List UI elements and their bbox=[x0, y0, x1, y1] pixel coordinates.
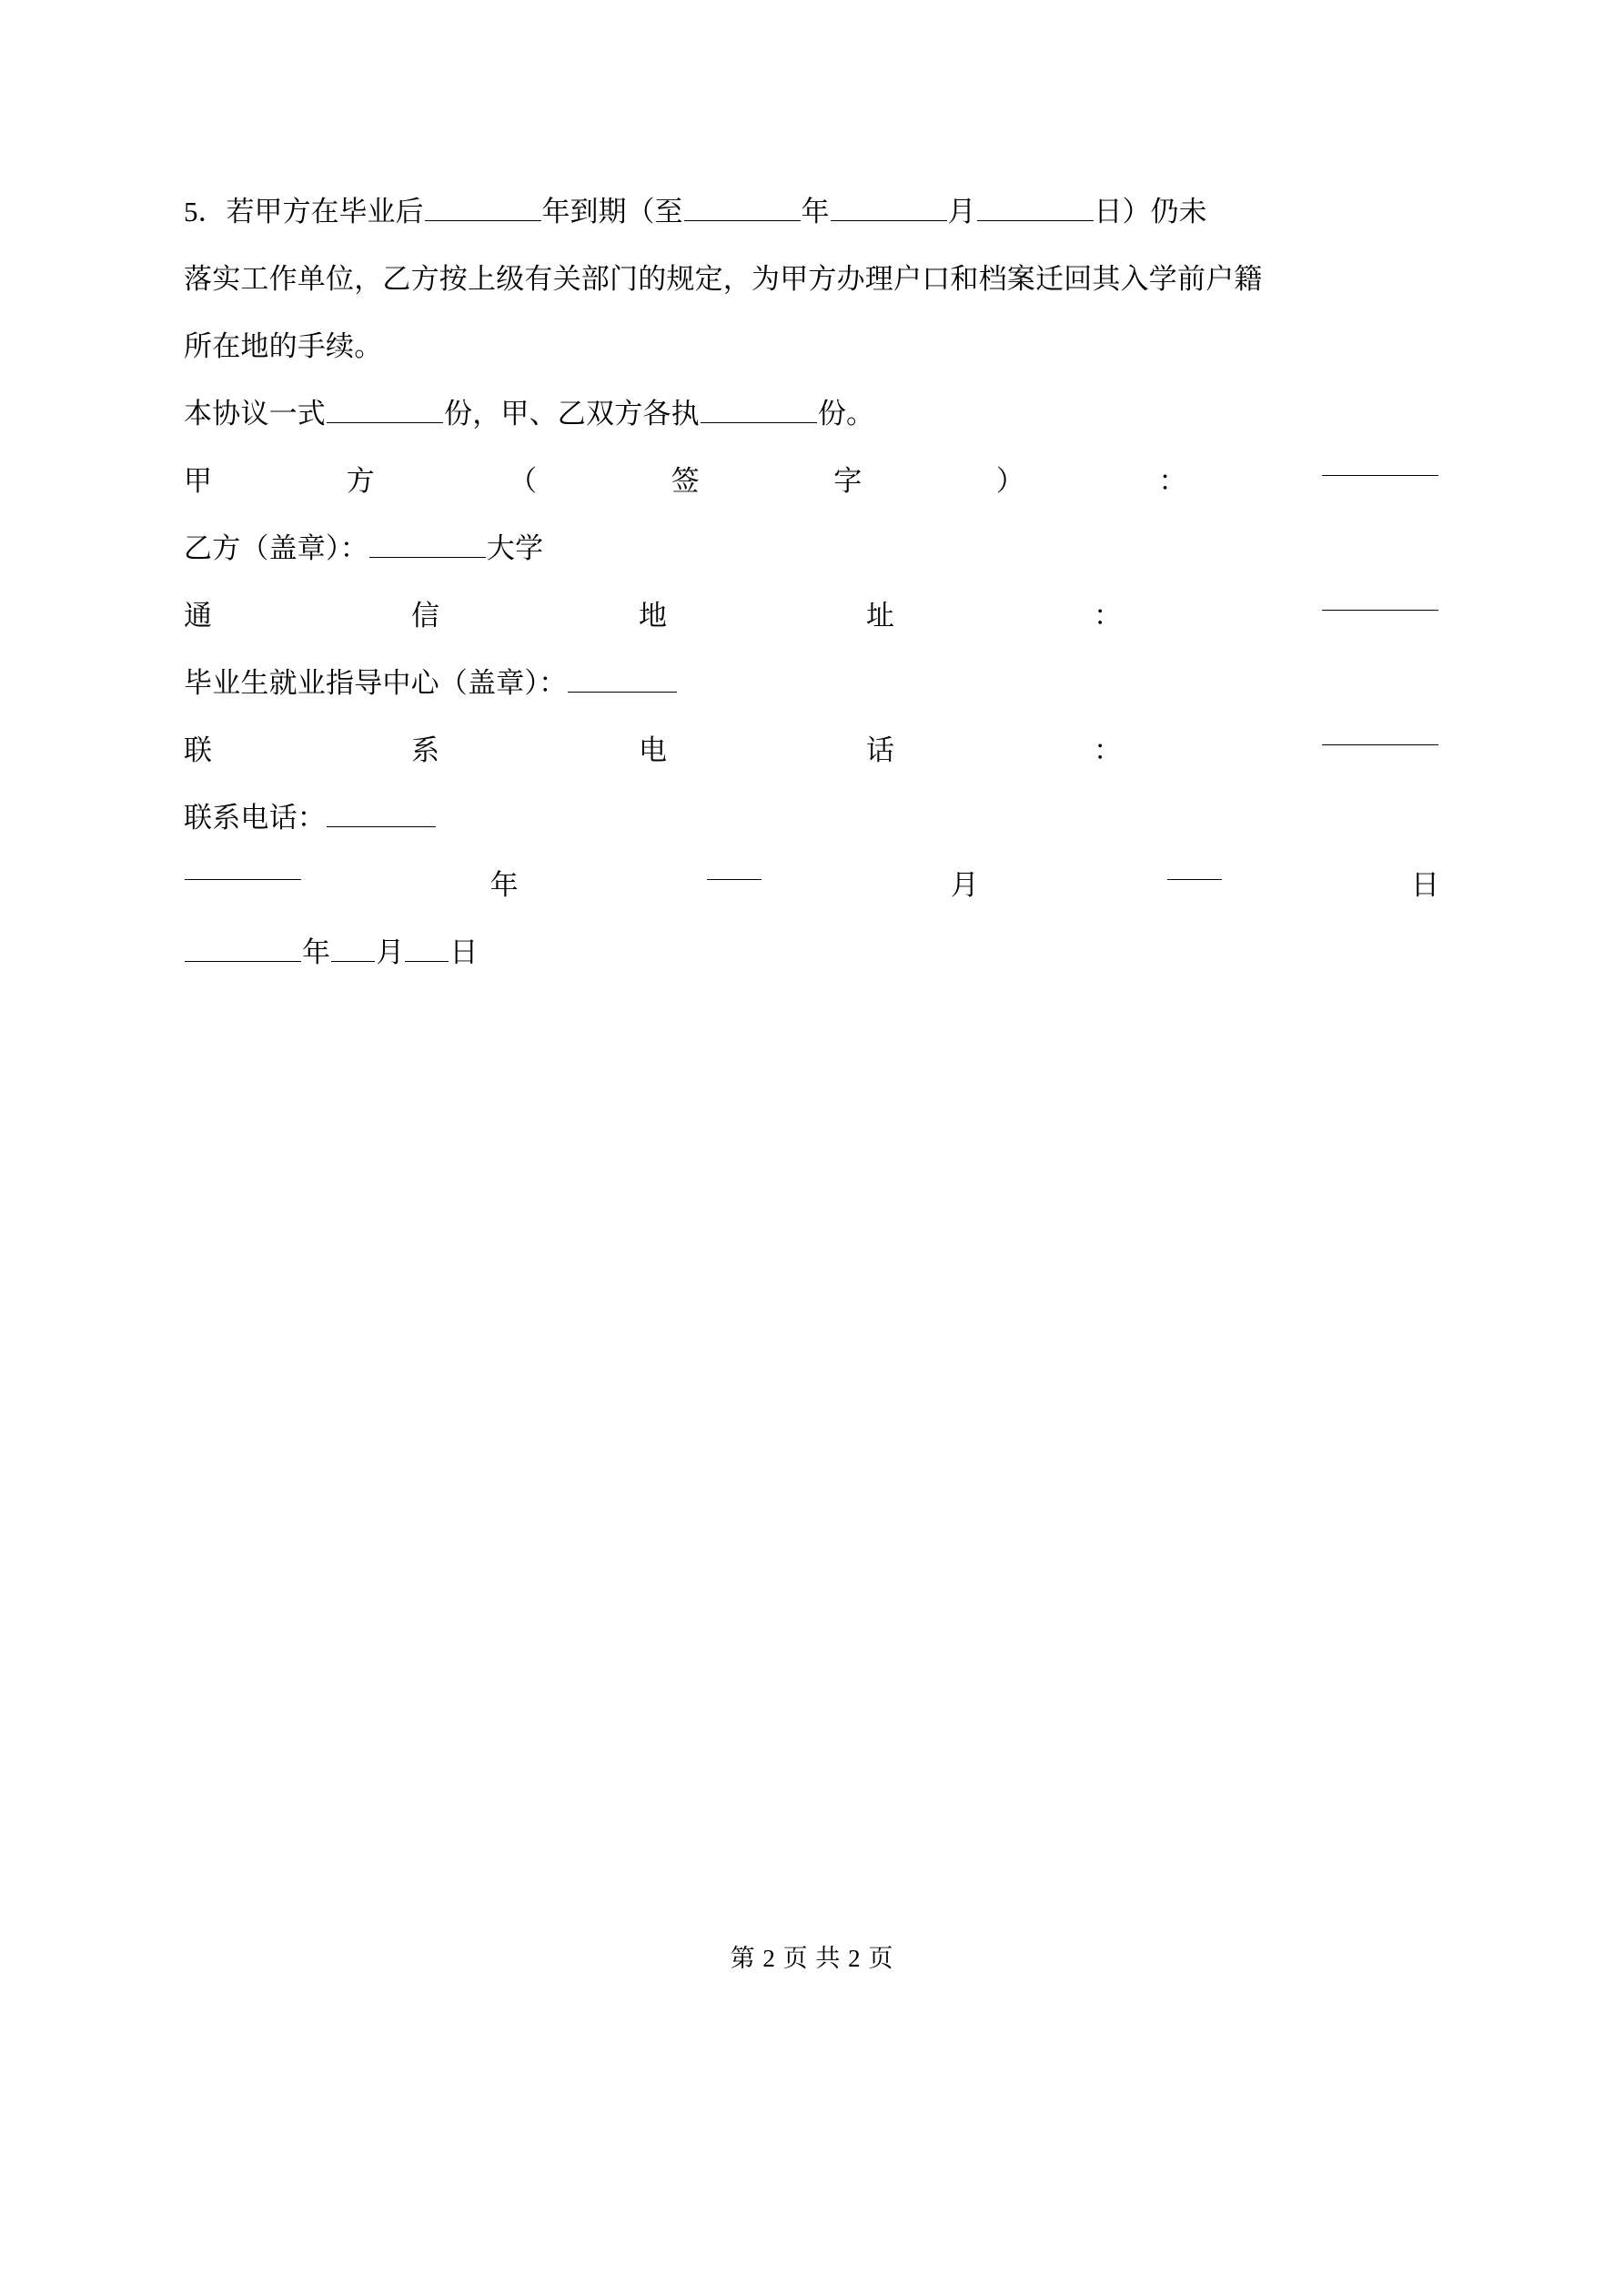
date-day-blank[interactable] bbox=[405, 934, 449, 962]
date-spread-line bbox=[184, 852, 1439, 919]
clause-5-blank-year[interactable] bbox=[684, 193, 801, 221]
party-a-char-5: ） bbox=[995, 465, 1024, 497]
party-a-char-6: ： bbox=[1158, 465, 1187, 497]
mailing-address-blank[interactable] bbox=[1322, 582, 1438, 611]
contact-phone-spread-blank[interactable] bbox=[1322, 717, 1438, 745]
clause-5-seg1: 年到期（至 bbox=[541, 196, 683, 228]
date-day-label: 日 bbox=[449, 936, 479, 968]
employment-center-blank[interactable] bbox=[568, 664, 677, 693]
date-month-label: 月 bbox=[376, 936, 405, 968]
date-spread-day-label: 日 bbox=[1410, 869, 1439, 901]
date-year-label: 年 bbox=[302, 936, 331, 968]
date-spread-month-label: 月 bbox=[950, 869, 979, 901]
clause-5-blank-month[interactable] bbox=[831, 193, 947, 221]
employment-center-line bbox=[184, 650, 1439, 717]
contact-phone-char-3: 话 bbox=[866, 734, 894, 766]
date-spread-year-blank[interactable] bbox=[185, 852, 301, 880]
copies-line bbox=[184, 380, 1439, 448]
contact-phone-char-0: 联 bbox=[184, 734, 212, 766]
mailing-address-char-3: 址 bbox=[866, 600, 894, 632]
party-a-char-1: 方 bbox=[346, 465, 375, 497]
party-a-char-2: （ bbox=[509, 465, 538, 497]
document-body bbox=[184, 178, 1439, 986]
page-footer: 第 2 页 共 2 页 bbox=[730, 1945, 894, 1972]
date-month-blank[interactable] bbox=[331, 934, 375, 962]
copies-blank-total[interactable] bbox=[327, 395, 443, 423]
date-spread-day-blank[interactable] bbox=[1167, 852, 1222, 880]
contact-phone-char-2: 电 bbox=[639, 734, 667, 766]
copies-mid: 份，甲、乙双方各执 bbox=[444, 398, 700, 430]
party-a-char-4: 字 bbox=[833, 465, 862, 497]
clause-5-blank-day[interactable] bbox=[977, 193, 1094, 221]
employment-center-label: 毕业生就业指导中心（盖章）： bbox=[184, 667, 568, 699]
party-b-seal-blank[interactable] bbox=[369, 530, 486, 558]
date-year-blank[interactable] bbox=[185, 934, 301, 962]
contact-phone-blank[interactable] bbox=[327, 799, 436, 827]
clause-5-line-2: 落实工作单位，乙方按上级有关部门的规定，为甲方办理户口和档案迁回其入学前户籍 bbox=[184, 263, 1263, 295]
clause-5-seg4: 日）仍未 bbox=[1094, 196, 1207, 228]
party-a-char-3: 签 bbox=[671, 465, 700, 497]
contact-phone-spread-line bbox=[184, 717, 1439, 784]
clause-5-prefix: 5．若甲方在毕业后 bbox=[184, 196, 424, 228]
mailing-address-line bbox=[184, 582, 1439, 650]
date-line bbox=[184, 919, 1439, 986]
mailing-address-char-1: 信 bbox=[411, 600, 439, 632]
date-spread-year-label: 年 bbox=[489, 869, 519, 901]
contact-phone-char-1: 系 bbox=[411, 734, 439, 766]
copies-prefix: 本协议一式 bbox=[184, 398, 326, 430]
mailing-address-char-4: ： bbox=[1094, 600, 1122, 632]
party-b-seal-suffix: 大学 bbox=[486, 532, 544, 564]
copies-blank-each[interactable] bbox=[701, 395, 817, 423]
party-a-signature-line bbox=[184, 448, 1439, 515]
party-b-seal-line bbox=[184, 515, 1439, 582]
clause-5-paragraph bbox=[184, 178, 1439, 246]
party-a-char-0: 甲 bbox=[184, 465, 212, 497]
copies-suffix: 份。 bbox=[817, 398, 875, 430]
clause-5-seg3: 月 bbox=[947, 196, 976, 228]
mailing-address-char-2: 地 bbox=[639, 600, 667, 632]
party-a-signature-blank[interactable] bbox=[1322, 448, 1438, 476]
clause-5-line-3: 所在地的手续。 bbox=[184, 330, 383, 362]
clause-5-seg2: 年 bbox=[801, 196, 830, 228]
party-b-seal-prefix: 乙方（盖章）： bbox=[184, 532, 368, 564]
contact-phone-char-4: ： bbox=[1094, 734, 1122, 766]
mailing-address-char-0: 通 bbox=[184, 600, 212, 632]
contact-phone-line bbox=[184, 784, 1439, 852]
contact-phone-label: 联系电话： bbox=[184, 802, 326, 834]
clause-5-blank-years[interactable] bbox=[425, 193, 541, 221]
date-spread-month-blank[interactable] bbox=[707, 852, 762, 880]
